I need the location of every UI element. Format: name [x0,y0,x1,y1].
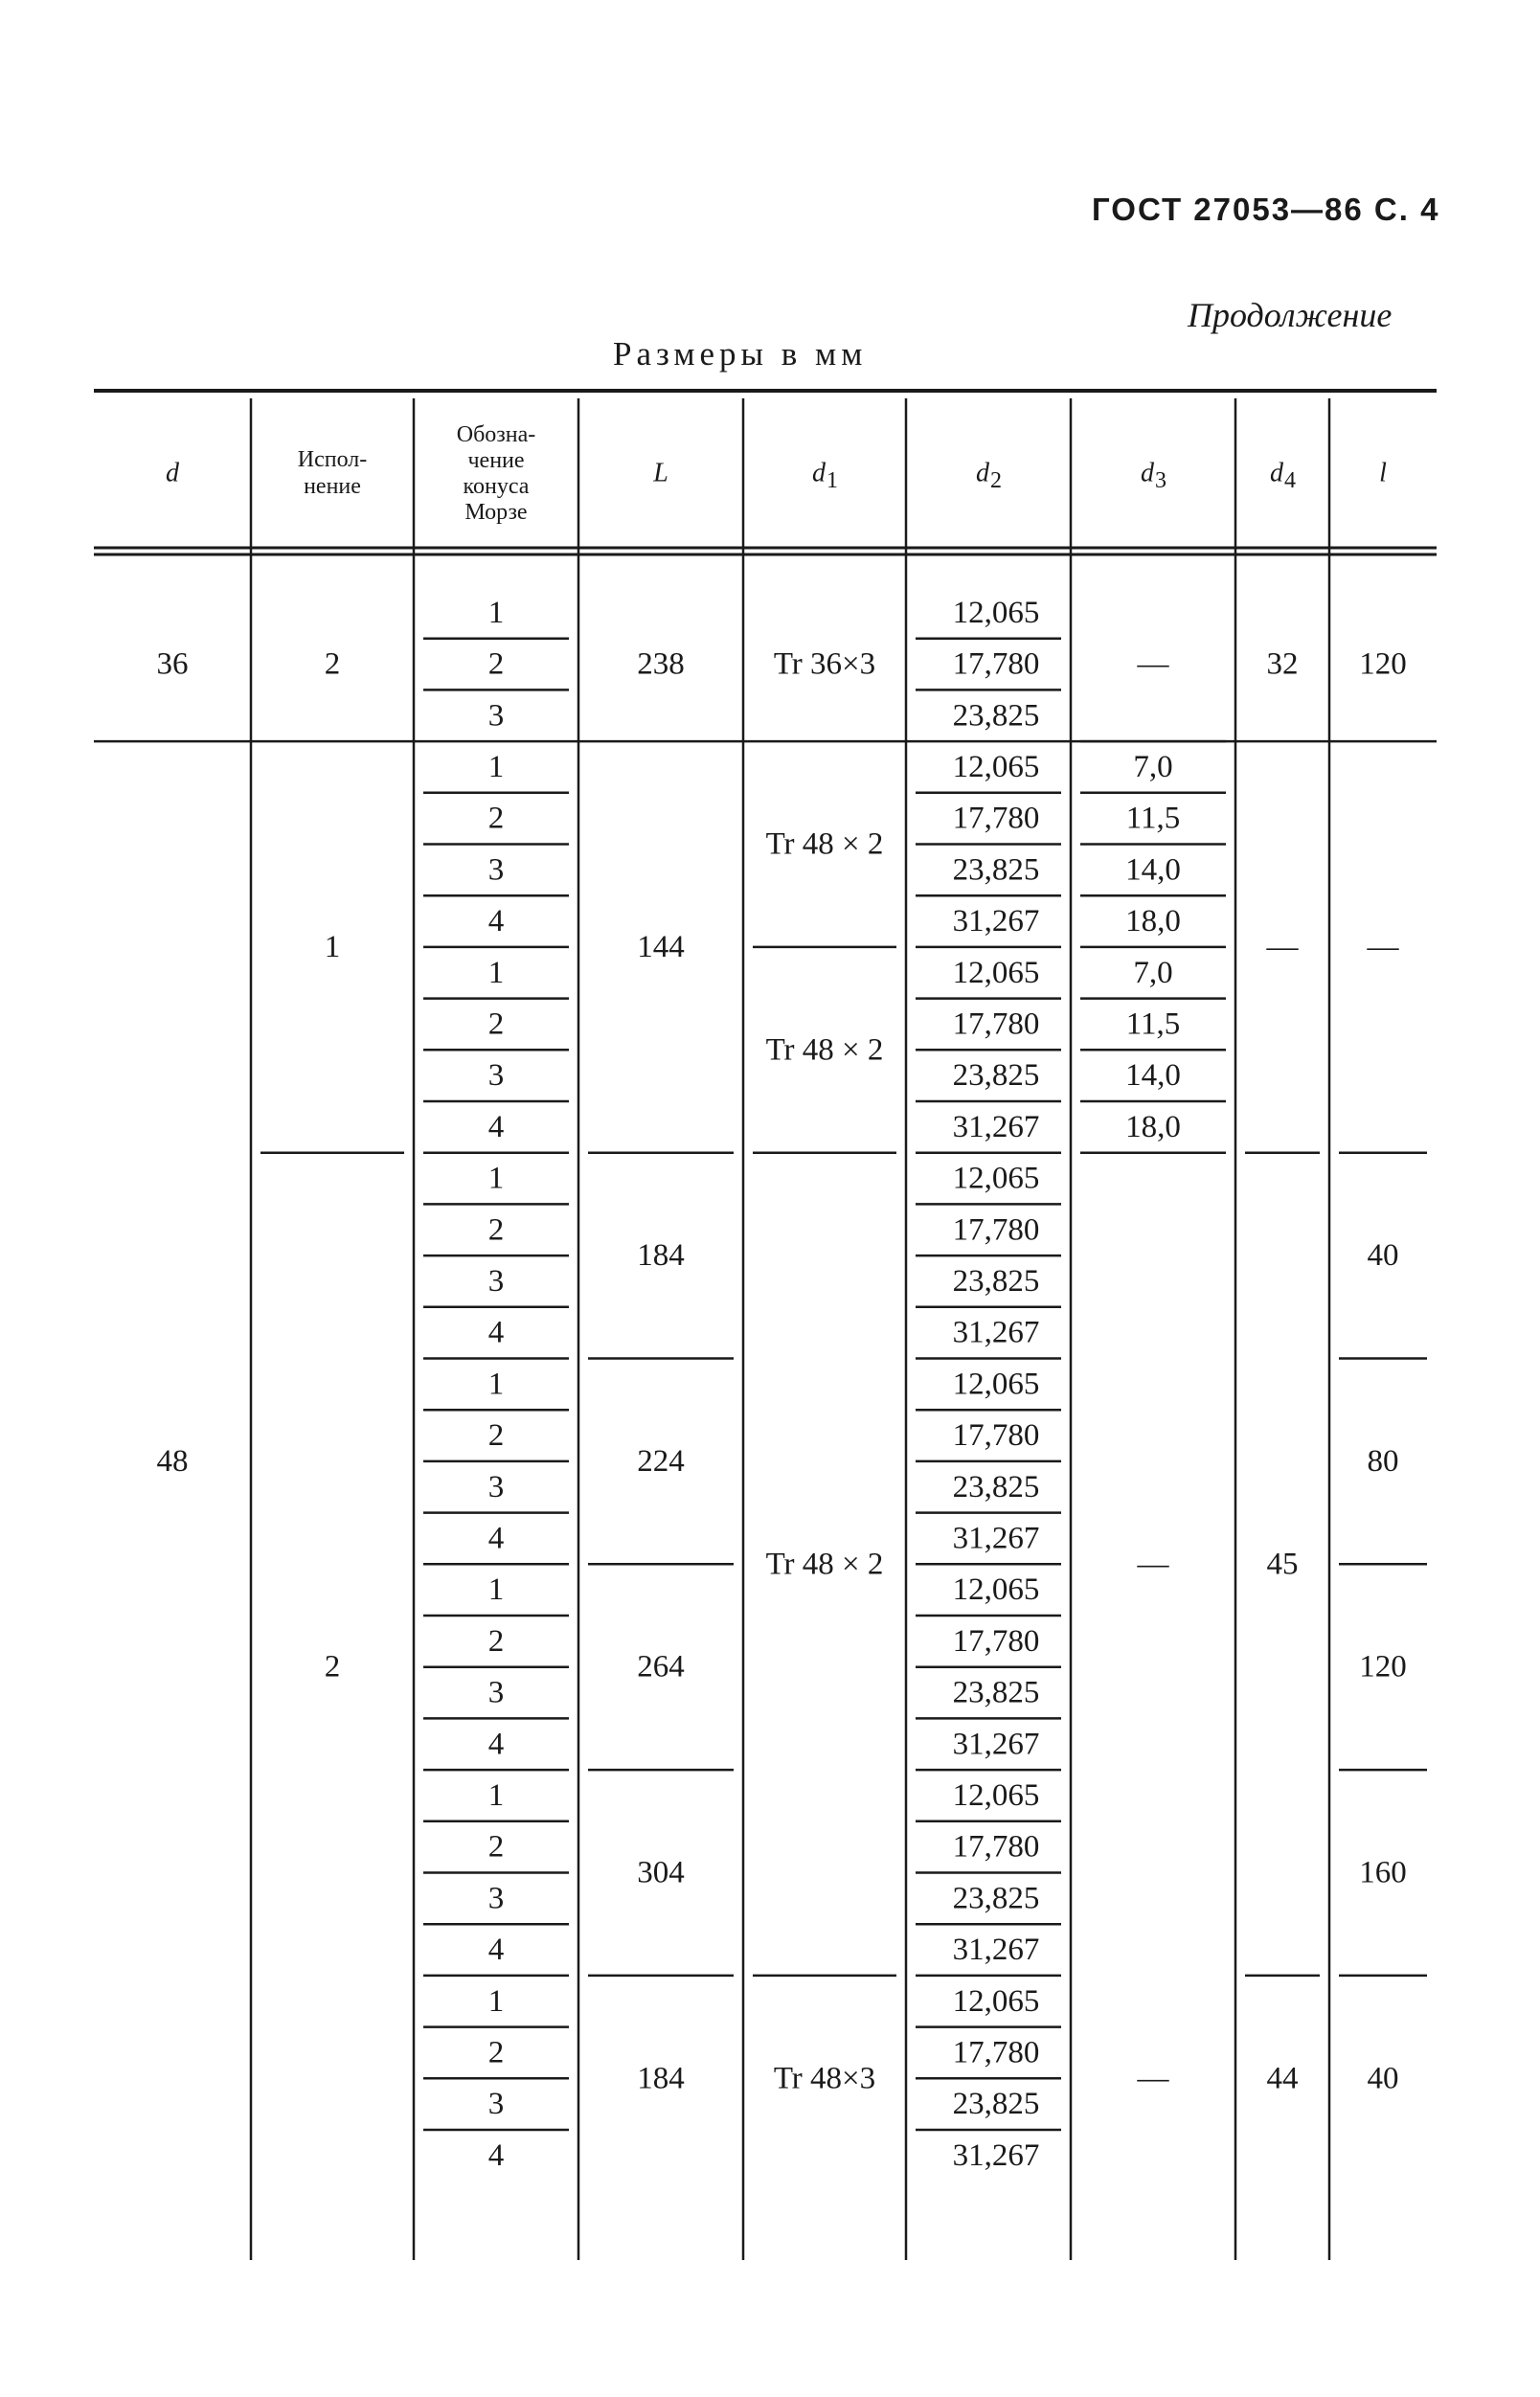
cell-d4: — [1266,929,1299,964]
header-d3-subscript: 3 [1155,468,1166,493]
cell-morse: 3 [487,1675,505,1710]
header-konus-morse: конуса [463,474,530,499]
cell-d2: 12,065 [952,1983,1040,2019]
cell-l: — [1367,929,1399,964]
cell-d2: 12,065 [952,955,1040,990]
cell-d2: 12,065 [952,595,1040,630]
cell-d4: 32 [1266,646,1299,682]
cell-d3: 11,5 [1125,801,1181,836]
cell-d1: Tr 48 × 2 [765,1547,884,1582]
cell-morse: 1 [487,1983,505,2019]
cell-d2: 12,065 [952,1161,1040,1196]
cell-d1: Tr 48×3 [773,2061,876,2096]
cell-morse: 2 [487,646,505,682]
cell-L: 144 [637,929,685,964]
cell-L: 304 [637,1855,685,1890]
cell-d1: Tr 48 × 2 [765,826,884,862]
header-d1-subscript: 1 [827,468,838,493]
cell-morse: 3 [487,852,505,888]
cell-d4: 44 [1266,2061,1299,2096]
cell-d2: 31,267 [952,1727,1040,1762]
continuation-label: Продолжение [1188,296,1393,334]
cell-d2: 31,267 [952,2137,1040,2173]
cell-morse: 3 [487,2087,505,2122]
cell-morse: 3 [487,698,505,734]
header-d3: d [1141,458,1154,488]
cell-ispolnenie: 2 [324,1649,341,1685]
header-d1: d [812,458,826,488]
cell-morse: 4 [487,1521,505,1556]
cell-l: 40 [1367,1238,1399,1274]
header-d4: d [1270,458,1283,488]
cell-d2: 23,825 [952,1469,1040,1504]
cell-L: 238 [637,646,685,682]
cell-d: 48 [156,1443,189,1479]
cell-morse: 1 [487,1367,505,1402]
header-ispolnenie: нение [304,474,361,499]
cell-d3: — [1137,1547,1169,1582]
cell-ispolnenie: 2 [324,646,341,682]
cell-morse: 2 [487,2035,505,2070]
cell-l: 40 [1367,2061,1399,2096]
table-grid [94,391,1437,2260]
cell-morse: 1 [487,1161,505,1196]
header-L: L [653,458,668,488]
cell-d2: 17,780 [952,1212,1040,1248]
cell-d2: 17,780 [952,1829,1040,1865]
cell-ispolnenie: 1 [324,929,341,964]
cell-L: 184 [637,2061,685,2096]
cell-d2: 31,267 [952,1933,1040,1968]
cell-morse: 3 [487,1469,505,1504]
header-d: d [166,458,179,488]
cell-morse: 2 [487,1623,505,1659]
cell-d: 36 [156,646,189,682]
cell-morse: 4 [487,1315,505,1350]
cell-d3: 18,0 [1125,1109,1181,1144]
document-code: ГОСТ 27053—86 С. 4 [1092,192,1440,227]
cell-L: 224 [637,1443,685,1479]
cell-l: 120 [1359,646,1407,682]
cell-morse: 2 [487,1212,505,1248]
cell-d3: — [1137,2061,1169,2096]
cell-d2: 17,780 [952,1418,1040,1454]
header-d4-subscript: 4 [1284,468,1296,493]
cell-l: 80 [1367,1443,1399,1479]
cell-d2: 23,825 [952,1675,1040,1710]
cell-morse: 2 [487,1829,505,1865]
cell-d3: 11,5 [1125,1006,1181,1042]
cell-d3: 18,0 [1125,904,1181,939]
header-ispolnenie: Испол- [297,447,368,472]
cell-d2: 31,267 [952,904,1040,939]
cell-d1: Tr 48 × 2 [765,1032,884,1068]
cell-morse: 4 [487,2137,505,2173]
header-konus-morse: чение [467,448,525,473]
cell-morse: 4 [487,904,505,939]
cell-morse: 2 [487,1006,505,1042]
cell-morse: 4 [487,1109,505,1144]
cell-morse: 3 [487,1263,505,1299]
cell-morse: 3 [487,1881,505,1916]
cell-d2: 23,825 [952,698,1040,734]
cell-d2: 12,065 [952,749,1040,784]
cell-d3: 14,0 [1125,852,1181,888]
cell-L: 184 [637,1238,685,1274]
cell-d2: 17,780 [952,1623,1040,1659]
cell-d3: 14,0 [1125,1058,1181,1094]
cell-d2: 17,780 [952,646,1040,682]
table-body [157,596,1407,2173]
cell-morse: 2 [487,1418,505,1454]
cell-morse: 1 [487,1572,505,1608]
cell-d2: 23,825 [952,1263,1040,1299]
cell-d2: 17,780 [952,2035,1040,2070]
header-d2: d [976,458,989,488]
cell-morse: 1 [487,1777,505,1813]
cell-d2: 23,825 [952,2087,1040,2122]
cell-l: 160 [1359,1855,1407,1890]
cell-d2: 31,267 [952,1521,1040,1556]
cell-morse: 3 [487,1058,505,1094]
cell-d2: 23,825 [952,1881,1040,1916]
cell-d2: 23,825 [952,852,1040,888]
cell-d2: 12,065 [952,1367,1040,1402]
header-konus-morse: Обозна- [456,422,536,447]
cell-d2: 12,065 [952,1572,1040,1608]
cell-morse: 4 [487,1727,505,1762]
cell-d2: 31,267 [952,1109,1040,1144]
cell-morse: 2 [487,801,505,836]
cell-d3: 7,0 [1133,955,1173,990]
cell-d2: 23,825 [952,1058,1040,1094]
header-d2-subscript: 2 [990,468,1002,493]
cell-d2: 31,267 [952,1315,1040,1350]
cell-d2: 12,065 [952,1777,1040,1813]
cell-d1: Tr 36×3 [773,646,876,682]
cell-l: 120 [1359,1649,1407,1685]
cell-morse: 1 [487,955,505,990]
cell-morse: 4 [487,1933,505,1968]
header-l: l [1379,458,1387,488]
table-header [166,422,1387,525]
units-caption: Размеры в мм [613,335,868,373]
cell-d2: 17,780 [952,801,1040,836]
cell-d2: 17,780 [952,1006,1040,1042]
cell-d3: 7,0 [1133,749,1173,784]
cell-d3: — [1137,646,1169,682]
header-konus-morse: Морзе [464,500,528,525]
cell-morse: 1 [487,595,505,630]
cell-d4: 45 [1266,1547,1299,1582]
cell-L: 264 [637,1649,685,1685]
cell-morse: 1 [487,749,505,784]
